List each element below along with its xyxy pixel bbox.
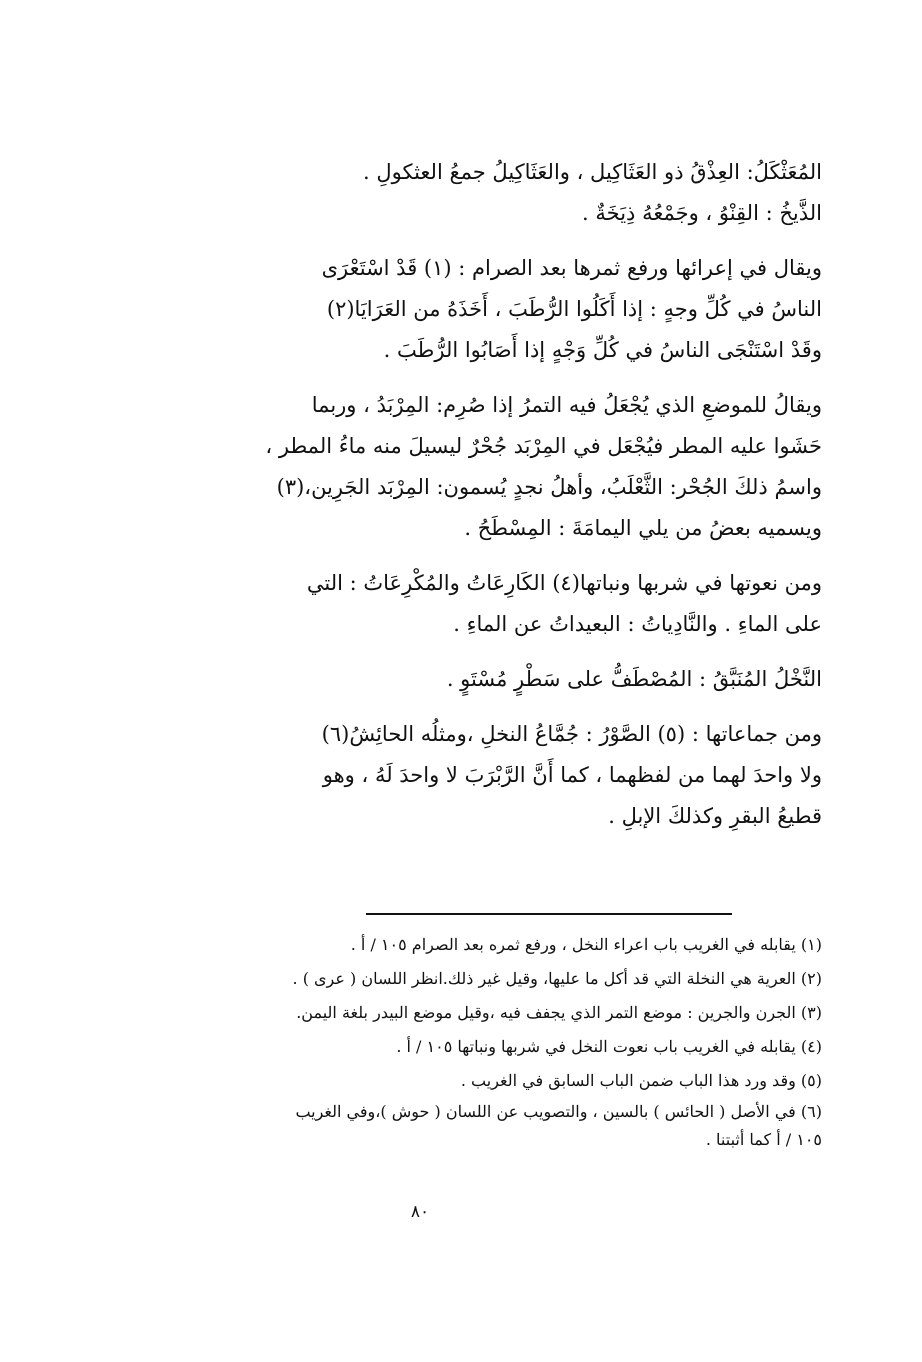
footnotes xyxy=(100,928,822,1154)
paragraph xyxy=(100,714,822,837)
text-line: ومن نعوتها في شربها ونباتها(٤) الكَارِعَاتُ والمُكْرِعَاتُ : التي xyxy=(306,571,822,595)
text-line: على الماءِ . والنَّادِياتُ : البعيداتُ عن الماءِ . xyxy=(453,612,822,636)
text-line: الذَّيخُ : القِنْوُ ، وجَمْعُهُ ذِيَخَةٌ . xyxy=(582,201,822,225)
footnote xyxy=(100,996,822,1030)
text-line: المُعَثْكَلُ: العِذْقُ ذو العَثَاكِيل ، والعَثَاكِيلُ جمعُ العثكولِ . xyxy=(363,160,822,184)
paragraph xyxy=(100,563,822,645)
text-line: ويقال في إعرائها ورفع ثمرها بعد الصرام : (١) قَدْ اسْتَعْرَى xyxy=(321,256,822,280)
paragraph xyxy=(100,152,822,234)
text-line: ومن جماعاتها : (٥) الصَّوْرُ : جُمَّاعُ النخلِ ،ومثلُه الحائِشُ(٦) xyxy=(321,722,822,746)
footnote xyxy=(100,928,822,962)
text-line: واسمُ ذلكَ الجُحْر: الثَّعْلَبُ، وأهلُ نجدٍ يُسمون: المِرْبَد الجَرِين،(٣) xyxy=(276,475,822,499)
footnote-line: (٣) الجرن والجرين : موضع التمر الذي يجفف فيه ،وقيل موضع البيدر بلغة اليمن. xyxy=(296,1003,822,1022)
text-line: وقَدْ اسْتَنْجَى الناسُ في كُلِّ وَجْهٍ إذا أَصَابُوا الرُّطَبَ . xyxy=(383,338,822,362)
text-line: النَّخْلُ المُنَبَّقُ : المُصْطَفُّ على سَطْرٍ مُسْتَوٍ . xyxy=(446,667,822,691)
footnote-line: (٤) يقابله في الغريب باب نعوت النخل في شربها ونباتها ١٠٥ / أ . xyxy=(396,1037,822,1056)
text-line: ويسميه بعضُ من يلي اليمامَةَ : المِسْطَحُ . xyxy=(464,516,822,540)
text-line: الناسُ في كُلِّ وجهٍ : إذا أَكَلُوا الرُّطَبَ ، أَخَذَهُ من العَرَايَا(٢) xyxy=(326,297,822,321)
footnote-line: (١) يقابله في الغريب باب اعراء النخل ، ورفع ثمره بعد الصرام ١٠٥ / أ . xyxy=(350,935,822,954)
text-line: ويقالُ للموضعِ الذي يُجْعَلُ فيه التمرُ إذا صُرِم: المِرْبَدُ ، وربما xyxy=(311,393,822,417)
paragraph xyxy=(100,659,822,700)
main-text xyxy=(100,152,822,851)
footnote xyxy=(100,962,822,996)
footnote-divider xyxy=(366,913,732,915)
text-line: ولا واحدَ لهما من لفظهما ، كما أَنَّ الرَّبْرَبَ لا واحدَ لَهُ ، وهو xyxy=(322,763,822,787)
paragraph xyxy=(100,385,822,549)
footnote-line: (٢) العرية هي النخلة التي قد أكل ما عليها، وقيل غير ذلك.انظر اللسان ( عرى ) . xyxy=(292,969,822,988)
text-line: حَشَوا عليه المطر فيُجْعَل في المِرْبَد جُحْرٌ ليسيلَ منه ماءُ المطر ، xyxy=(265,434,822,458)
footnote-line: (٥) وقد ورد هذا الباب ضمن الباب السابق في الغريب . xyxy=(460,1071,822,1090)
footnote xyxy=(100,1098,822,1154)
page-number: ٨٠ xyxy=(410,1202,430,1222)
footnote-line: (٦) في الأصل ( الحائس ) بالسين ، والتصويب عن اللسان ( حوش )،وفي الغريب xyxy=(295,1102,822,1121)
footnote xyxy=(100,1030,822,1064)
footnote xyxy=(100,1064,822,1098)
footnote-line: ١٠٥ / أ كما أثبتنا . xyxy=(705,1130,822,1149)
paragraph xyxy=(100,248,822,371)
text-line: قطيعُ البقرِ وكذلكَ الإبلِ . xyxy=(608,804,822,828)
